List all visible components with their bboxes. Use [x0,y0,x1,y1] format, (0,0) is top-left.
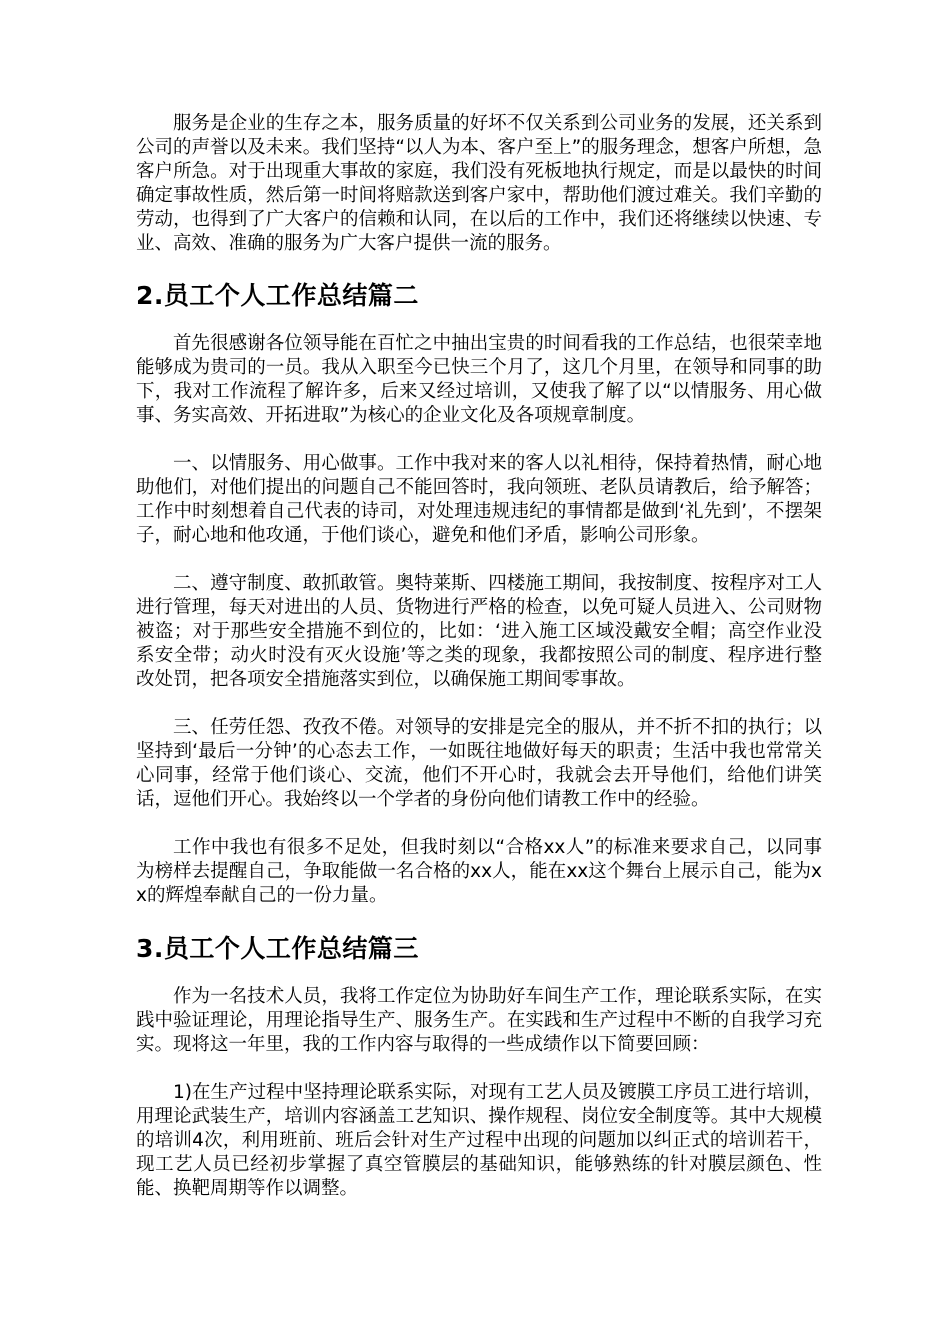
paragraph-3-1: 作为一名技术人员，我将工作定位为协助好车间生产工作，理论联系实际，在实践中验证理论，用理论指导生产、服务生产。在实践和生产过程中不断的自我学习充实。现将这一年里，我的工作内容与取得的一些成绩作以下简要回顾： [136,986,822,1055]
paragraph-2-4: 三、任劳任怨、孜孜不倦。对领导的安排是完全的服从，并不折不扣的执行；以坚持到‘最后一分钟’的心态去工作，一如既往地做好每天的职责；生活中我也常常关心同事，经常于他们谈心、交流，他们不开心时，我就会去开导他们，给他们讲笑话，逗他们开心。我始终以一个学者的身份向他们请教工作中的经验。 [136,717,822,810]
paragraph-2-3: 二、遵守制度、敢抓敢管。奥特莱斯、四楼施工期间，我按制度、按程序对工人进行管理，每天对进出的人员、货物进行严格的检查，以免可疑人员进入、公司财物被盗；对于那些安全措施不到位的，比如：‘进入施工区域没戴安全帽；高空作业没系安全带；动火时没有灭火设施’等之类的现象，我都按照公司的制度、程序进行整改处罚，把各项安全措施落实到位，以确保施工期间零事故。 [136,573,822,690]
heading-part-3: 3.员工个人工作总结篇三 [136,934,419,963]
paragraph-3-2: 1)在生产过程中坚持理论联系实际，对现有工艺人员及镀膜工序员工进行培训，用理论武装生产，培训内容涵盖工艺知识、操作规程、岗位安全制度等。其中大规模的培训4次，利用班前、班后会针对生产过程中出现的问题加以纠正式的培训若干，现工艺人员已经初步掌握了真空管膜层的基础知识，能够熟练的针对膜层颜色、性能、换靶周期等作以调整。 [136,1082,822,1199]
paragraph-intro: 服务是企业的生存之本，服务质量的好坏不仅关系到公司业务的发展，还关系到公司的声誉以及未来。我们坚持“以人为本、客户至上”的服务理念，想客户所想，急客户所急。对于出现重大事故的家庭，我们没有死板地执行规定，而是以最快的时间确定事故性质，然后第一时间将赔款送到客户家中，帮助他们渡过难关。我们辛勤的劳动，也得到了广大客户的信赖和认同，在以后的工作中，我们还将继续以快速、专业、高效、准确的服务为广大客户提供一流的服务。 [136,113,822,254]
heading-part-2: 2.员工个人工作总结篇二 [136,281,419,310]
document-page [136,112,822,1201]
paragraph-2-2: 一、以情服务、用心做事。工作中我对来的客人以礼相待，保持着热情，耐心地助他们，对他们提出的问题自己不能回答时，我向领班、老队员请教后，给予解答；工作中时刻想着自己代表的诗司，对处理违规违纪的事情都是做到‘礼先到’，不摆架子，耐心地和他攻通，于他们谈心，避免和他们矛盾，影响公司形象。 [136,453,822,546]
paragraph-2-5: 工作中我也有很多不足处，但我时刻以“合格xx人”的标准来要求自己，以同事为榜样去提醒自己，争取能做一名合格的xx人，能在xx这个舞台上展示自己，能为xx的辉煌奉献自己的一份力量。 [136,837,822,906]
paragraph-2-1: 首先很感谢各位领导能在百忙之中抽出宝贵的时间看我的工作总结，也很荣幸地能够成为贵司的一员。我从入职至今已快三个月了，这几个月里，在领导和同事的助下，我对工作流程了解许多，后来又经过培训，又使我了解了以“以情服务、用心做事、务实高效、开拓进取”为核心的企业文化及各项规章制度。 [136,333,822,426]
